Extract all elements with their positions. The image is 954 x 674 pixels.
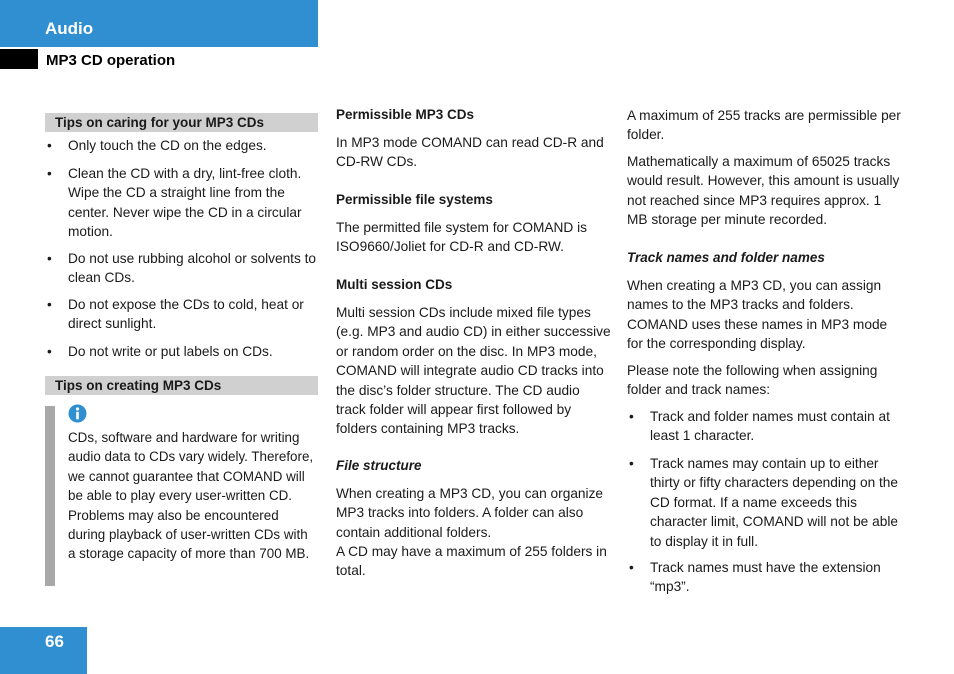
please-note-text: Please note the following when assigning folder and track names: xyxy=(627,363,878,398)
list-item xyxy=(627,558,905,597)
list-item xyxy=(627,407,905,446)
multi-session-text: Multi session CDs include mixed file types (e.g. MP3 and audio CD) in either successive or random order on the disc. In MP3 mode, COMAND will integrate audio CD tracks into the disc’s folder structure. The CD audio track folder will appear first followed by folders containing MP3 tracks. xyxy=(336,305,611,437)
list-item-text: Track names may contain up to either thirty or fifty characters depending on the CD format. If a name exceeds this character limit, COMAND will not be able to display it in full. xyxy=(650,456,899,549)
page-number: 66 xyxy=(45,632,64,651)
creating-tips-heading: Tips on creating MP3 CDs xyxy=(45,376,318,395)
file-systems-heading: Permissible file systems xyxy=(336,192,493,207)
page-title: Audio xyxy=(45,19,94,38)
file-systems-text: The permitted file system for COMAND is ISO9660/Joliet for CD-R and CD-RW. xyxy=(336,220,587,255)
page-subtitle: MP3 CD operation xyxy=(46,52,176,69)
list-item-text: Track and folder names must contain at least 1 character. xyxy=(650,409,890,444)
list-item-text: Clean the CD with a dry, lint-free cloth. Wipe the CD a straight line from the center. Never wipe the CD in a circular motion. xyxy=(68,166,302,240)
list-item xyxy=(45,342,319,361)
bullet-icon: • xyxy=(47,251,52,266)
track-names-heading: Track names and folder names xyxy=(627,250,825,265)
bullet-icon: • xyxy=(47,166,52,181)
bullet-icon: • xyxy=(47,297,52,312)
max-tracks-text: A maximum of 255 tracks are permissible per folder. xyxy=(627,108,901,143)
caring-tips-heading: Tips on caring for your MP3 CDs xyxy=(45,113,318,132)
list-item-text: Do not use rubbing alcohol or solvents to clean CDs. xyxy=(68,251,317,286)
file-structure-text: When creating a MP3 CD, you can organize MP3 tracks into folders. A folder can also contain additional folders. xyxy=(336,486,604,540)
list-item-text: Do not write or put labels on CDs. xyxy=(68,344,273,359)
info-note-text: CDs, software and hardware for writing audio data to CDs vary widely. Therefore, we cannot guarantee that COMAND will be able to play every user-written CD. Problems may also be encountered during playback of user-written CDs with a storage capacity of more than 700 MB. xyxy=(68,430,314,562)
bullet-icon: • xyxy=(629,560,634,575)
info-note-bar xyxy=(45,406,55,586)
list-item xyxy=(45,295,319,334)
list-item xyxy=(45,164,319,242)
permissible-mp3-text: In MP3 mode COMAND can read CD-R and CD-RW CDs. xyxy=(336,135,604,170)
info-icon xyxy=(68,404,87,423)
list-item xyxy=(45,249,319,288)
bullet-icon: • xyxy=(47,138,52,153)
file-structure-text-folders: A CD may have a maximum of 255 folders in total. xyxy=(336,544,607,579)
bullet-icon: • xyxy=(629,409,634,424)
list-item xyxy=(627,454,905,551)
list-item-text: Track names must have the extension “mp3”. xyxy=(650,560,881,595)
list-item-text: Only touch the CD on the edges. xyxy=(68,138,267,153)
list-item-text: Do not expose the CDs to cold, heat or direct sunlight. xyxy=(68,297,304,332)
page-number-box xyxy=(0,627,87,674)
bullet-icon: • xyxy=(47,344,52,359)
permissible-mp3-heading: Permissible MP3 CDs xyxy=(336,107,475,122)
file-structure-heading: File structure xyxy=(336,458,422,473)
section-marker xyxy=(0,49,38,69)
list-item xyxy=(45,136,319,155)
bullet-icon: • xyxy=(629,456,634,471)
math-text: Mathematically a maximum of 65025 tracks would result. However, this amount is usually not reached since MP3 requires approx. 1 MB storage per minute recorded. xyxy=(627,154,900,228)
multi-session-heading: Multi session CDs xyxy=(336,277,453,292)
track-names-text: When creating a MP3 CD, you can assign names to the MP3 tracks and folders. COMAND uses these names in MP3 mode for the corresponding display. xyxy=(627,278,888,352)
